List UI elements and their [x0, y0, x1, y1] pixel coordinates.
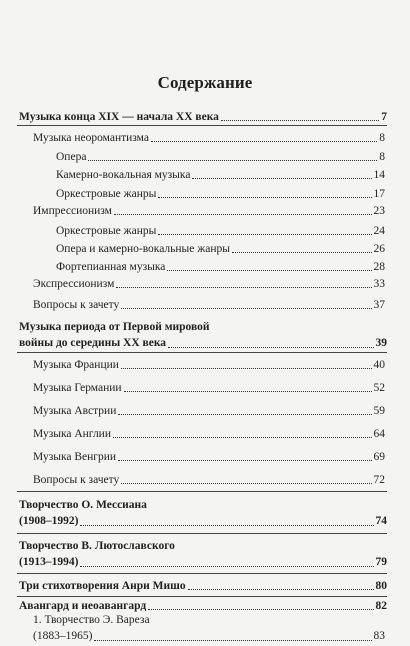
- toc-entry[interactable]: [19, 599, 387, 613]
- dot-leader: [188, 589, 374, 590]
- toc-entry-title-cont: (1883–1965): [33, 630, 93, 642]
- toc-entry-title: Музыка Венгрии: [33, 451, 117, 463]
- toc-entry[interactable]: [33, 204, 385, 218]
- dot-leader: [88, 160, 377, 161]
- dot-leader: [168, 347, 373, 348]
- dot-leader: [121, 368, 372, 369]
- toc-entry-page: 79: [375, 556, 387, 568]
- toc-entry-title: Творчество В. Лютославского: [19, 540, 175, 552]
- toc-entry-title: Вопросы к зачету: [33, 474, 120, 486]
- toc-entry-title: Музыка Франции: [33, 359, 119, 371]
- toc-entry[interactable]: [56, 242, 385, 256]
- dot-leader: [121, 483, 371, 484]
- dot-leader: [192, 178, 371, 179]
- toc-entry-page: 33: [373, 278, 385, 290]
- section-divider: [17, 573, 387, 574]
- toc-entry-title-cont: (1908–1992): [19, 515, 79, 527]
- toc-entry-page: 26: [373, 243, 385, 255]
- toc-entry-title: Вопросы к зачету: [33, 299, 120, 311]
- section-divider: [17, 125, 387, 126]
- toc-entry-title: Музыка Англии: [33, 428, 111, 440]
- toc-entry-title: Камерно-вокальная музыка: [56, 169, 191, 181]
- toc-entry[interactable]: [56, 260, 385, 274]
- toc-entry-title: Музыка Германии: [33, 382, 122, 394]
- toc-entry[interactable]: [33, 277, 385, 291]
- toc-entry-title: Импрессионизм: [33, 205, 112, 217]
- dot-leader: [118, 414, 371, 415]
- toc-entry[interactable]: [19, 497, 387, 529]
- toc-entry-page: 23: [373, 205, 385, 217]
- toc-entry-title: Авангард и неоавангард: [19, 600, 147, 612]
- toc-entry[interactable]: [33, 131, 385, 145]
- toc-entry-title: Музыка конца XIX — начала XX века: [19, 111, 219, 123]
- dot-leader: [80, 525, 373, 526]
- toc-entry-title: Музыка неоромантизма: [33, 132, 149, 144]
- toc-entry-page: 28: [373, 261, 385, 273]
- toc-entry-page: 40: [373, 359, 385, 371]
- section-divider: [17, 533, 387, 534]
- dot-leader: [148, 609, 373, 610]
- dot-leader: [121, 308, 371, 309]
- toc-entry[interactable]: [33, 427, 385, 441]
- toc-entry[interactable]: [33, 450, 385, 464]
- toc-entry-page: 72: [373, 474, 385, 486]
- section-divider: [17, 596, 387, 597]
- toc-entry-page: 59: [373, 405, 385, 417]
- toc-entry-page: 80: [375, 580, 387, 592]
- toc-entry[interactable]: [33, 404, 385, 418]
- toc-entry[interactable]: [56, 187, 385, 201]
- toc-entry[interactable]: [33, 473, 385, 487]
- toc-entry-title: Три стихотворения Анри Мишо: [19, 580, 186, 592]
- toc-entry[interactable]: [19, 579, 387, 593]
- toc-entry-page: 74: [375, 515, 387, 527]
- dot-leader: [80, 566, 373, 567]
- toc-entry-page: 52: [373, 382, 385, 394]
- dot-leader: [113, 437, 372, 438]
- toc-entry-page: 69: [373, 451, 385, 463]
- toc-entry-page: 7: [381, 111, 387, 123]
- dot-leader: [116, 287, 371, 288]
- toc-entry-title: Экспрессионизм: [33, 278, 115, 290]
- dot-leader: [114, 214, 372, 215]
- dot-leader: [94, 640, 371, 641]
- toc-entry[interactable]: [19, 538, 387, 570]
- toc-entry-title: Музыка периода от Первой мировой: [19, 321, 210, 333]
- page-title: Содержание: [157, 73, 253, 92]
- toc-entry-title: 1. Творчество Э. Вареза: [33, 614, 150, 626]
- toc-entry-page: 8: [379, 151, 385, 163]
- toc-entry-title-cont: (1913–1994): [19, 556, 79, 568]
- toc-entry[interactable]: [19, 319, 387, 351]
- toc-entry-title: Музыка Австрии: [33, 405, 117, 417]
- dot-leader: [158, 197, 371, 198]
- toc-entry-title: Оркестровые жанры: [56, 188, 157, 200]
- toc-entry-page: 83: [373, 630, 385, 642]
- dot-leader: [232, 252, 372, 253]
- dot-leader: [167, 270, 371, 271]
- toc-entry-title: Оркестровые жанры: [56, 225, 157, 237]
- toc-entry[interactable]: [33, 358, 385, 372]
- toc-entry-page: 82: [375, 600, 387, 612]
- toc-entry[interactable]: [33, 612, 385, 644]
- toc-entry-page: 37: [373, 299, 385, 311]
- toc-entry-page: 17: [373, 188, 385, 200]
- dot-leader: [151, 141, 377, 142]
- toc-entry-page: 64: [373, 428, 385, 440]
- toc-entry-title-cont: войны до середины XX века: [19, 337, 167, 349]
- toc-entry-title: Творчество О. Мессиана: [19, 499, 147, 511]
- toc-entry-title: Опера: [56, 151, 87, 163]
- toc-entry-title: Опера и камерно-вокальные жанры: [56, 243, 230, 255]
- dot-leader: [221, 120, 379, 121]
- toc-entry[interactable]: [56, 150, 385, 164]
- toc-entry[interactable]: [56, 168, 385, 182]
- toc-entry[interactable]: [33, 298, 385, 312]
- section-divider: [17, 491, 387, 492]
- dot-leader: [118, 460, 371, 461]
- toc-entry-title: Фортепианная музыка: [56, 261, 166, 273]
- toc-entry-page: 24: [373, 225, 385, 237]
- toc-entry-page: 8: [379, 132, 385, 144]
- toc-entry[interactable]: [56, 224, 385, 238]
- dot-leader: [158, 234, 371, 235]
- dot-leader: [124, 391, 372, 392]
- toc-entry-page: 39: [375, 337, 387, 349]
- toc-entry[interactable]: [19, 110, 387, 124]
- section-divider: [17, 352, 387, 353]
- toc-entry[interactable]: [33, 381, 385, 395]
- toc-entry-page: 14: [373, 169, 385, 181]
